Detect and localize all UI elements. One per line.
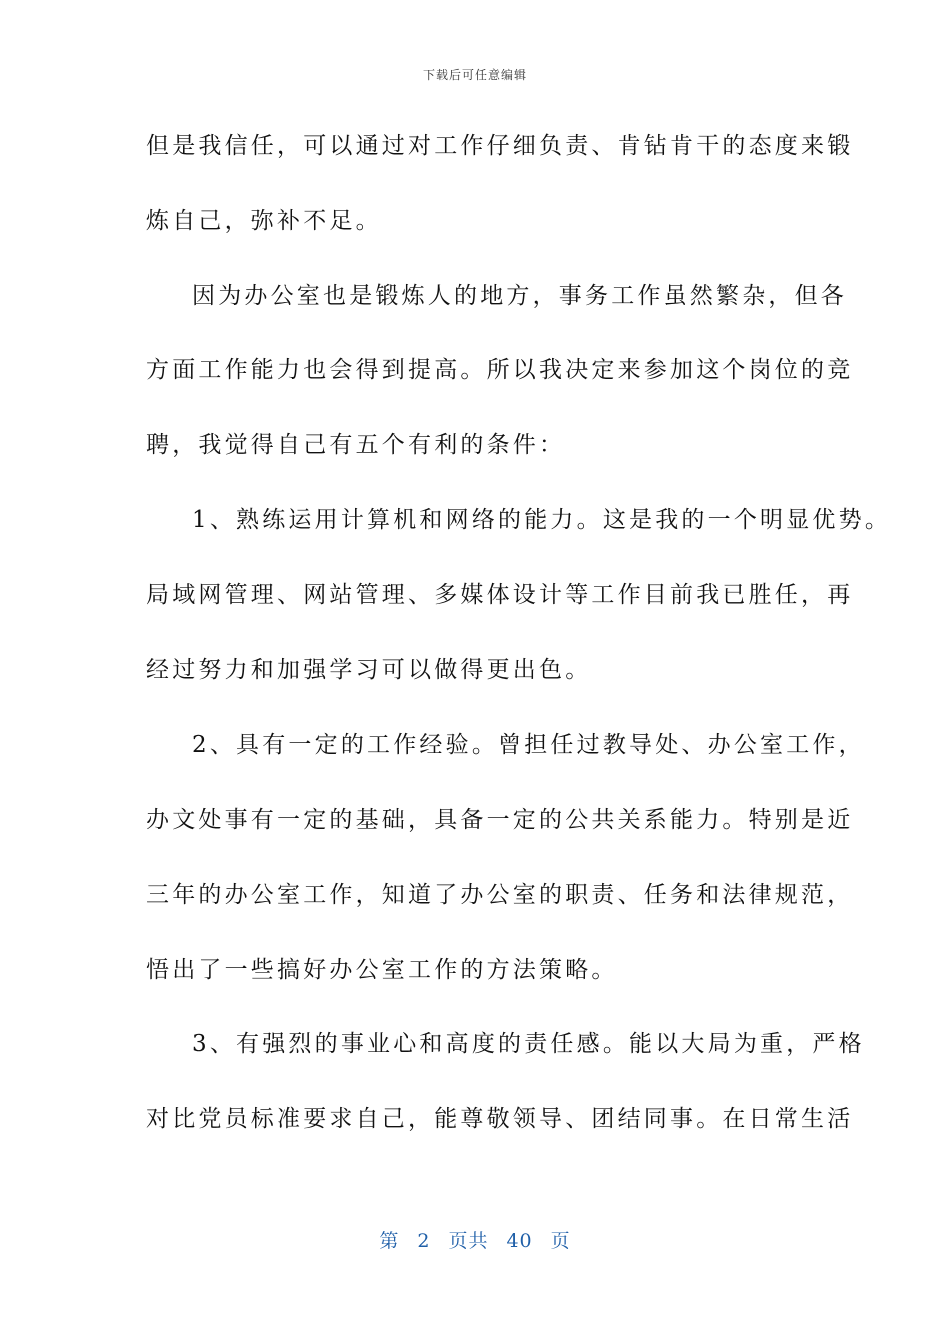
page-suffix: 页	[550, 1230, 571, 1252]
header-note: 下载后可任意编辑	[422, 68, 527, 82]
body-line: 因为办公室也是锻炼人的地方，事务工作虽然繁杂，但各	[192, 283, 847, 309]
body-line: 办文处事有一定的基础，具备一定的公共关系能力。特别是近	[146, 807, 854, 833]
current-page-number: 2	[417, 1230, 431, 1252]
body-line: 悟出了一些搞好办公室工作的方法策略。	[146, 957, 618, 983]
body-line: 炼自己，弥补不足。	[146, 208, 382, 234]
body-line: 1、熟练运用计算机和网络的能力。这是我的一个明显优势。	[192, 507, 892, 533]
body-line: 经过努力和加强学习可以做得更出色。	[146, 657, 592, 683]
body-line: 2、具有一定的工作经验。曾担任过教导处、办公室工作，	[192, 732, 865, 758]
body-line: 局域网管理、网站管理、多媒体设计等工作目前我已胜任，再	[146, 582, 854, 608]
body-line: 三年的办公室工作，知道了办公室的职责、任务和法律规范，	[146, 882, 854, 908]
body-line: 对比党员标准要求自己，能尊敬领导、团结同事。在日常生活	[146, 1106, 854, 1132]
body-line: 3、有强烈的事业心和高度的责任感。能以大局为重，严格	[192, 1031, 865, 1057]
page-number-footer	[0, 1226, 950, 1253]
page-prefix: 第	[379, 1230, 400, 1252]
page-middle: 页共	[448, 1230, 489, 1252]
body-line: 但是我信任，可以通过对工作仔细负责、肯钻肯干的态度来锻	[146, 133, 854, 159]
total-pages-number: 40	[506, 1230, 533, 1252]
body-line: 聘，我觉得自己有五个有利的条件：	[146, 432, 566, 458]
body-line: 方面工作能力也会得到提高。所以我决定来参加这个岗位的竞	[146, 357, 854, 383]
